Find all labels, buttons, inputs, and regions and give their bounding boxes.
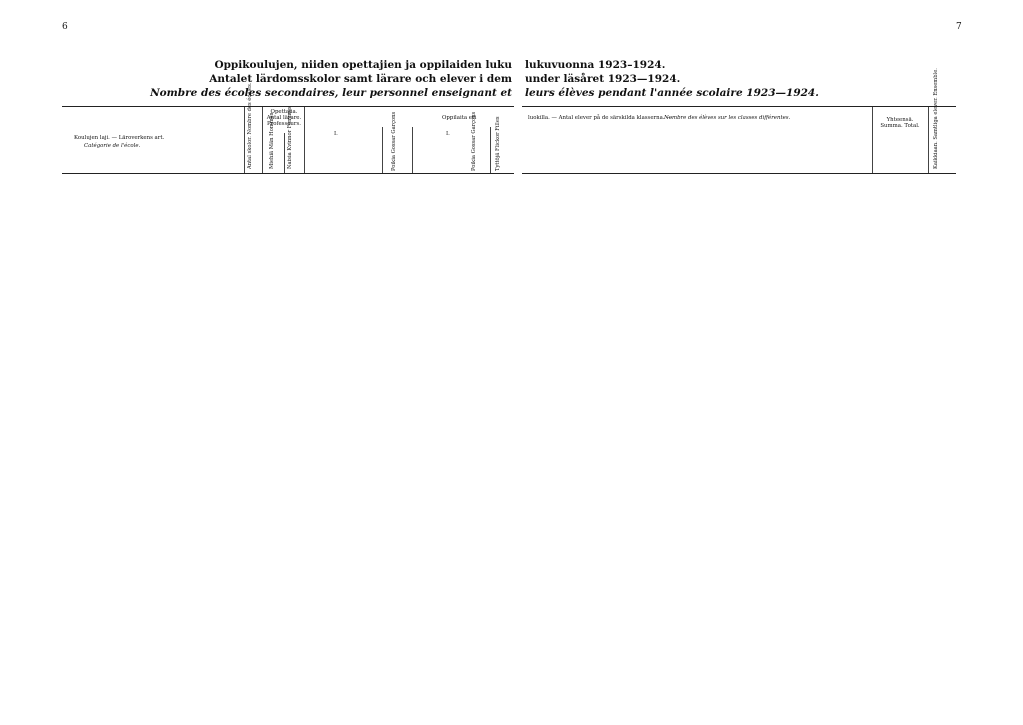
left-header-col-i: I. bbox=[334, 131, 338, 137]
left-header-col-i2: I. bbox=[446, 131, 450, 137]
right-header-lead-fr: Nombre des élèves sur les classes différentes. bbox=[664, 115, 791, 121]
left-header-pupils: Oppilaita eri bbox=[442, 115, 477, 121]
right-header-lead: luokilla. — Antal elever på de särskilda klasserna. — bbox=[528, 115, 672, 121]
left-header-teachers: Opettajia. Antal lärare. Professeurs. bbox=[266, 109, 302, 127]
left-header-boys: Poikia Gossar Garçons bbox=[391, 111, 397, 171]
title-left bbox=[150, 58, 512, 100]
left-header-women: Naisia Kvinnor Femmes bbox=[287, 106, 293, 169]
page-right-number: 7 bbox=[956, 22, 962, 32]
page-left-number: 6 bbox=[62, 22, 68, 32]
left-header-count: Antal skolor. Nombre des écoles. bbox=[247, 82, 253, 169]
left-header-category-fr: Catégorie de l'école. bbox=[84, 143, 141, 149]
right-header-totals: Yhteensä. Summa. Total. bbox=[880, 117, 920, 129]
title-left-line1: Oppikoulujen, niiden opettajien ja oppilaiden luku bbox=[214, 59, 512, 71]
title-left-line3: Nombre des écoles secondaires, leur personnel enseignant et bbox=[150, 87, 512, 99]
title-right-line3: leurs élèves pendant l'année scolaire 1923—1924. bbox=[525, 87, 819, 99]
title-left-line2: Antalet lärdomsskolor samt lärare och elever i dem bbox=[209, 73, 512, 85]
right-header-grand: Kaikkiaan. Samtliga elever. Ensemble. bbox=[933, 68, 939, 169]
left-header-girls: Tyttöjä Flickor Filles bbox=[495, 116, 501, 171]
title-right-line1: lukuvuonna 1923–1924. bbox=[525, 59, 666, 71]
left-header-men: Miehiä Män Hommes bbox=[269, 112, 275, 169]
title-right bbox=[525, 58, 925, 100]
left-header-category: Koulujen laji. — Läroverkens art. bbox=[74, 135, 165, 141]
left-header-boys2: Poikia Gossar Garçons bbox=[471, 111, 477, 171]
title-right-line2: under läsåret 1923—1924. bbox=[525, 73, 681, 85]
